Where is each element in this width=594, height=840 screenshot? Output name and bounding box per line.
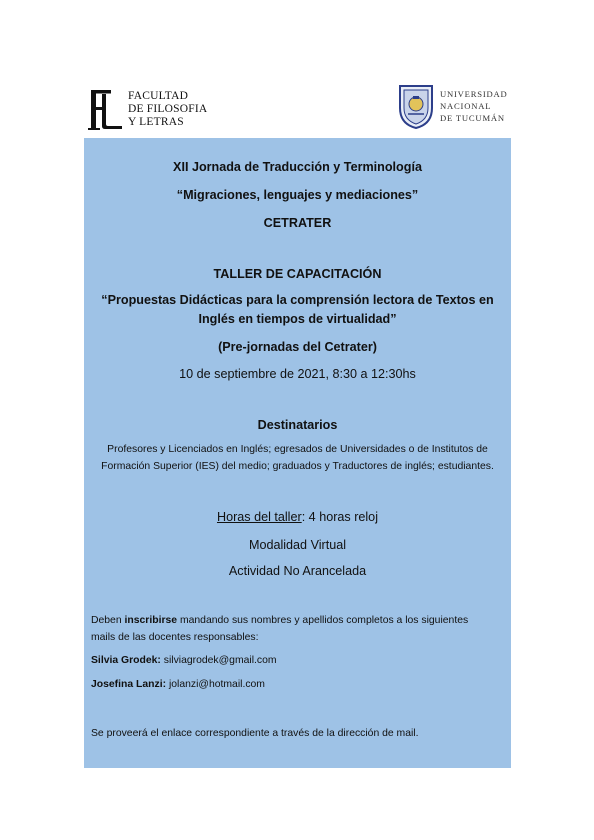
date-time: 10 de septiembre de 2021, 8:30 a 12:30hs xyxy=(179,367,416,381)
audience-line: Formación Superior (IES) del medio; graduados y Traductores de inglés; estudiantes. xyxy=(101,461,494,472)
university-seal-icon xyxy=(396,82,436,130)
faculty-name-line: Y LETRAS xyxy=(128,116,184,128)
faculty-name-line: FACULTAD xyxy=(128,90,189,102)
cost: Actividad No Arancelada xyxy=(228,564,367,578)
hours-label: Horas del taller xyxy=(216,510,302,524)
registration-line xyxy=(91,615,511,626)
modality: Modalidad Virtual xyxy=(248,538,347,552)
contact-email[interactable]: silviagrodek@gmail.com xyxy=(160,655,277,666)
header xyxy=(0,0,594,138)
event-subtitle: “Migraciones, lenguajes y mediaciones” xyxy=(176,188,419,202)
event-title: XII Jornada de Traducción y Terminología xyxy=(173,160,422,174)
registration-keyword: inscribirse xyxy=(124,615,178,626)
contact-email[interactable]: jolanzi@hotmail.com xyxy=(166,679,265,690)
audience-line: Profesores y Licenciados en Inglés; egresados de Universidades o de Institutos de xyxy=(107,444,488,455)
workshop-title-line: Inglés en tiempos de virtualidad” xyxy=(198,312,397,326)
audience-heading: Destinatarios xyxy=(257,418,338,432)
university-name-line: DE TUCUMÁN xyxy=(440,113,505,123)
registration-line: mails de las docentes responsables: xyxy=(91,632,259,643)
contact-row xyxy=(91,679,511,690)
contact-name: Josefina Lanzi: xyxy=(91,679,167,690)
registration-prefix: Deben xyxy=(91,615,125,626)
workshop-heading: TALLER DE CAPACITACIÓN xyxy=(213,267,382,281)
faculty-monogram-icon xyxy=(88,86,124,132)
workshop-title-line: “Propuestas Didácticas para la comprensión lectora de Textos en xyxy=(101,293,494,307)
university-name xyxy=(440,88,508,124)
workshop-hours xyxy=(84,510,511,524)
faculty-name-line: DE FILOSOFIA xyxy=(128,103,208,115)
workshop-context: (Pre-jornadas del Cetrater) xyxy=(218,340,377,354)
university-logo xyxy=(396,82,516,132)
faculty-logo xyxy=(88,86,228,132)
hours-value: : 4 horas reloj xyxy=(301,510,378,524)
faculty-name xyxy=(128,90,207,129)
contact-row xyxy=(91,655,511,666)
university-name-line: NACIONAL xyxy=(440,101,492,111)
contact-name: Silvia Grodek: xyxy=(91,655,161,666)
registration-suffix: mandando sus nombres y apellidos completos a los siguientes xyxy=(177,615,469,626)
university-name-line: UNIVERSIDAD xyxy=(440,89,508,99)
closing-note: Se proveerá el enlace correspondiente a través de la dirección de mail. xyxy=(91,728,419,739)
event-organization: CETRATER xyxy=(263,216,332,230)
flyer-panel xyxy=(84,138,511,768)
